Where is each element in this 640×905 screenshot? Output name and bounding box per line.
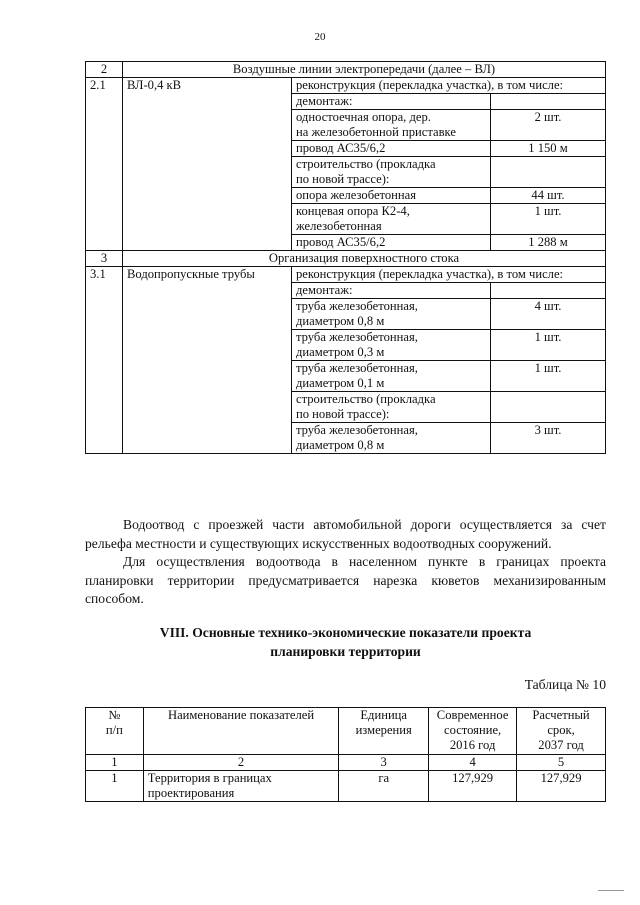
section-heading bbox=[85, 624, 606, 661]
column-header: Наименование показателей bbox=[143, 708, 338, 755]
column-number: 1 bbox=[86, 755, 144, 771]
section-title: Воздушные линии электропередачи (далее – ВЛ) bbox=[123, 62, 606, 78]
item-name: ВЛ-0,4 кВ bbox=[123, 78, 292, 251]
indicator-cell: 127,929 bbox=[517, 771, 606, 802]
table-row bbox=[86, 62, 606, 78]
work-label: реконструкция (перекладка участка), в том числе: bbox=[292, 267, 606, 283]
paragraph-ditches: Для осуществления водоотвода в населенном пункте в границах проекта планировки территории предусматривается нарезка кюветов механизированным способом. bbox=[85, 554, 606, 606]
table-caption: Таблица № 10 bbox=[524, 677, 606, 692]
work-label: демонтаж: bbox=[292, 283, 491, 299]
section-title: Организация поверхностного стока bbox=[123, 251, 606, 267]
work-label: концевая опора К2-4, железобетонная bbox=[292, 204, 491, 235]
work-quantity: 2 шт. bbox=[491, 110, 606, 141]
work-label: труба железобетонная, диаметром 0,8 м bbox=[292, 299, 491, 330]
infrastructure-table bbox=[85, 61, 606, 454]
work-quantity bbox=[491, 283, 606, 299]
item-number: 3.1 bbox=[86, 267, 123, 454]
work-label: строительство (прокладка по новой трассе): bbox=[292, 392, 491, 423]
table-row bbox=[86, 78, 606, 94]
section-number: 2 bbox=[86, 62, 123, 78]
work-quantity bbox=[491, 157, 606, 188]
table-row bbox=[86, 267, 606, 283]
indicator-cell: 127,929 bbox=[429, 771, 517, 802]
work-quantity: 44 шт. bbox=[491, 188, 606, 204]
item-number: 2.1 bbox=[86, 78, 123, 251]
work-label: одностоечная опора, дер. на железобетонной приставке bbox=[292, 110, 491, 141]
column-header: Современное состояние, 2016 год bbox=[429, 708, 517, 755]
indicator-cell: 1 bbox=[86, 771, 144, 802]
page-number: 20 bbox=[314, 31, 326, 43]
column-number: 2 bbox=[143, 755, 338, 771]
work-quantity: 1 шт. bbox=[491, 330, 606, 361]
work-label: демонтаж: bbox=[292, 94, 491, 110]
indicator-cell: га bbox=[339, 771, 429, 802]
section-heading-text: VIII. Основные технико-экономические показатели проекта планировки территории bbox=[159, 625, 532, 659]
work-label: труба железобетонная, диаметром 0,3 м bbox=[292, 330, 491, 361]
work-quantity: 1 288 м bbox=[491, 235, 606, 251]
column-number: 5 bbox=[517, 755, 606, 771]
table-row bbox=[86, 755, 606, 771]
work-quantity: 1 шт. bbox=[491, 204, 606, 235]
work-quantity: 4 шт. bbox=[491, 299, 606, 330]
column-header: Единица измерения bbox=[339, 708, 429, 755]
work-label: опора железобетонная bbox=[292, 188, 491, 204]
work-label: строительство (прокладка по новой трассе): bbox=[292, 157, 491, 188]
indicator-cell: Территория в границах проектирования bbox=[143, 771, 338, 802]
column-header: № п/п bbox=[86, 708, 144, 755]
paragraph-drainage: Водоотвод с проезжей части автомобильной дороги осуществляется за счет рельефа местности и существующих искусственных водоотводных сооружений. bbox=[85, 517, 606, 551]
column-number: 3 bbox=[339, 755, 429, 771]
work-quantity: 3 шт. bbox=[491, 423, 606, 454]
work-label: реконструкция (перекладка участка), в том числе: bbox=[292, 78, 606, 94]
table-row bbox=[86, 771, 606, 802]
work-label: провод АС35/6,2 bbox=[292, 141, 491, 157]
column-header: Расчетный срок, 2037 год bbox=[517, 708, 606, 755]
work-quantity: 1 шт. bbox=[491, 361, 606, 392]
section-number: 3 bbox=[86, 251, 123, 267]
work-quantity: 1 150 м bbox=[491, 141, 606, 157]
page-corner-mark bbox=[598, 890, 624, 891]
table-row bbox=[86, 251, 606, 267]
column-number: 4 bbox=[429, 755, 517, 771]
work-label: труба железобетонная, диаметром 0,8 м bbox=[292, 423, 491, 454]
table-row bbox=[86, 708, 606, 755]
work-label: провод АС35/6,2 bbox=[292, 235, 491, 251]
work-label: труба железобетонная, диаметром 0,1 м bbox=[292, 361, 491, 392]
work-quantity bbox=[491, 94, 606, 110]
indicators-table bbox=[85, 707, 606, 802]
work-quantity bbox=[491, 392, 606, 423]
item-name: Водопропускные трубы bbox=[123, 267, 292, 454]
